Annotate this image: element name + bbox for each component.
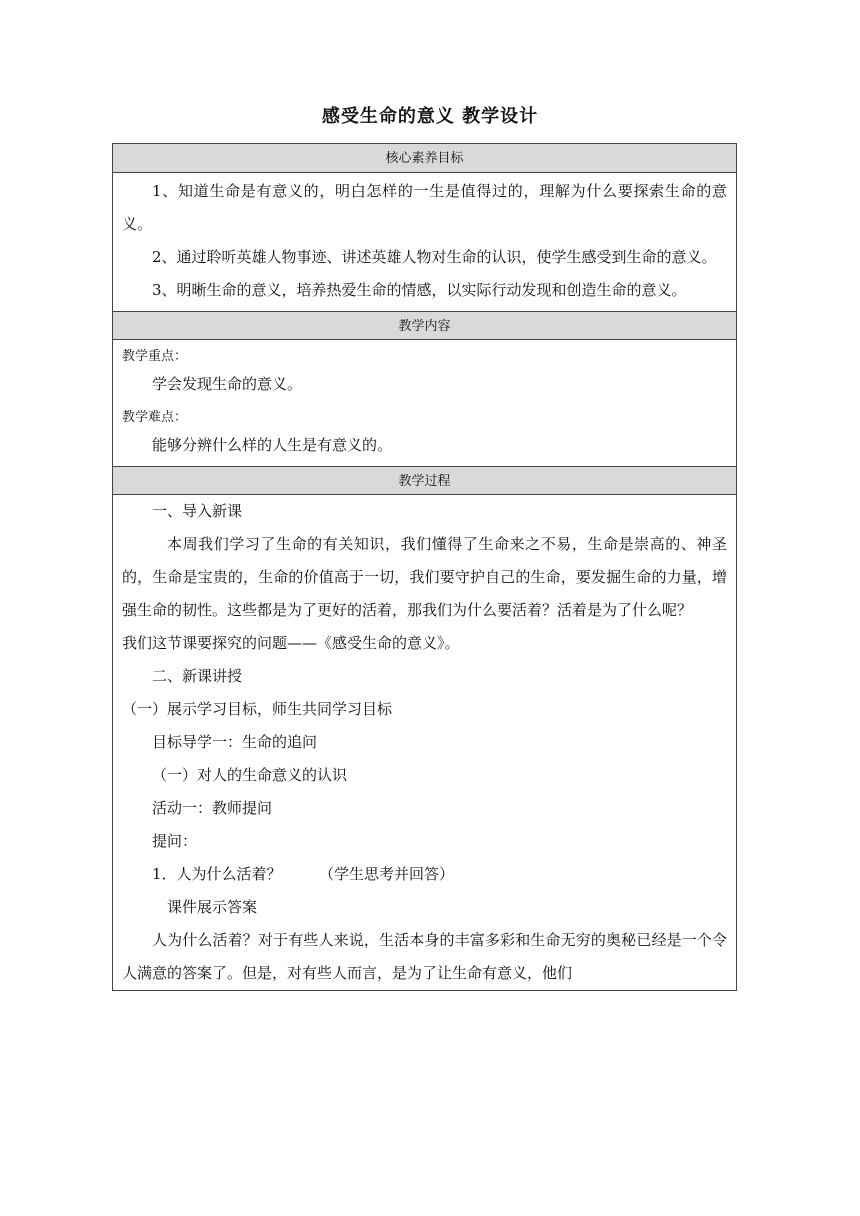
process-subsection-one: （一）对人的生命意义的认识 <box>152 766 348 784</box>
key-point-text: 学会发现生命的意义。 <box>152 375 303 393</box>
goals-header: 核心素养目标 <box>113 144 736 173</box>
process-objectives-line: （一）展示学习目标，师生共同学习目标 <box>122 700 393 718</box>
process-courseware-answer: 课件展示答案 <box>167 898 258 916</box>
process-activity-one: 活动一：教师提问 <box>152 799 273 817</box>
process-answer-paragraph: 人为什么活着？对于有些人来说，生活本身的丰富多彩和生命无穷的奥秘已经是一个令人满意的答案了。但是，对有些人而言，是为了让生命有意义，他们 <box>122 931 727 982</box>
key-point-label: 教学重点： <box>122 349 188 364</box>
goal-item-2: 2、通过聆听英雄人物事迹、讲述英雄人物对生命的认识，使学生感受到生命的意义。 <box>152 248 717 266</box>
goal-item-1: 1、知道生命是有意义的，明白怎样的一生是值得过的，理解为什么要探索生命的意义。 <box>122 182 727 233</box>
process-heading-new-lesson: 二、新课讲授 <box>152 667 243 685</box>
process-intro-paragraph: 本周我们学习了生命的有关知识，我们懂得了生命来之不易，生命是崇高的、神圣的，生命是宝贵的，生命的价值高于一切，我们要守护自己的生命，要发掘生命的力量，增强生命的韧性。这些都是为了更好的活着，那我们为什么要活着？活着是为了什么呢？ <box>122 535 727 619</box>
lesson-plan-table <box>112 143 737 991</box>
process-header: 教学过程 <box>113 466 736 495</box>
goals-cell <box>113 173 736 311</box>
difficulty-label: 教学难点： <box>122 410 188 425</box>
document-title: 感受生命的意义 教学设计 <box>321 106 539 127</box>
goal-item-3: 3、明晰生命的意义，培养热爱生命的情感，以实际行动发现和创造生命的意义。 <box>152 281 687 299</box>
process-cell <box>113 495 736 990</box>
content-header: 教学内容 <box>113 311 736 340</box>
content-cell <box>113 340 736 466</box>
process-heading-intro: 一、导入新课 <box>152 502 243 520</box>
process-question-one: 1．人为什么活着？ （学生思考并回答） <box>152 865 455 883</box>
process-goal-one: 目标导学一：生命的追问 <box>152 733 318 751</box>
process-question-line: 我们这节课要探究的问题——《感受生命的意义》。 <box>122 634 460 652</box>
process-question-label: 提问： <box>152 832 198 850</box>
difficulty-text: 能够分辨什么样的人生是有意义的。 <box>152 436 393 454</box>
